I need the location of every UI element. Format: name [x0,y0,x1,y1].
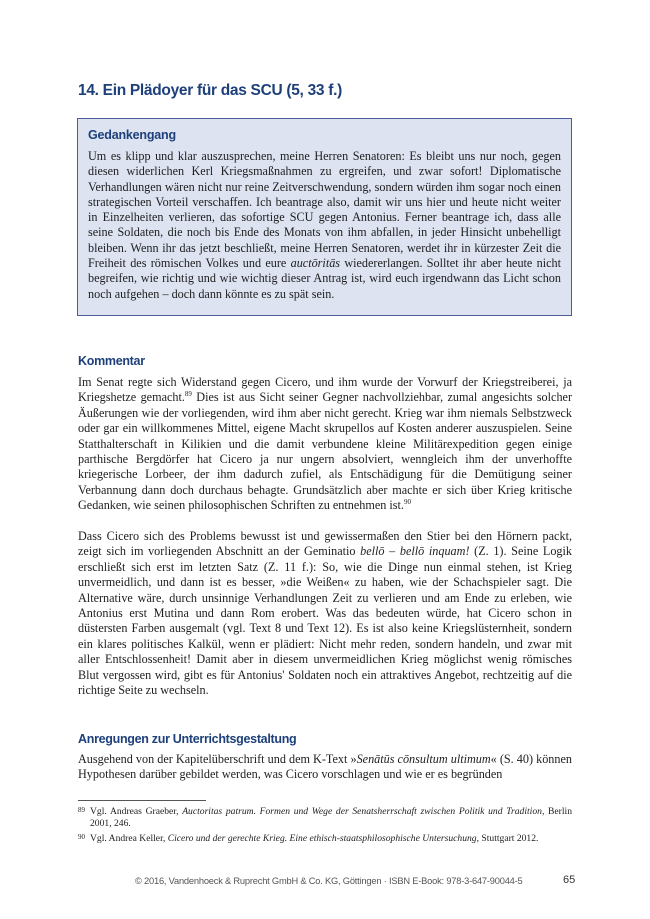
footnote-number: 89 [78,806,85,814]
footnote-text-part: Vgl. Andrea Keller, [90,833,168,844]
summary-text-part: Um es klipp und klar auszusprechen, meine Herren Senatoren: Es bleibt uns nur noch, gegen diesen widerlichen Kerl Kriegsmaßnahmen zu ergreifen, und zwar sofort! Diplomatische Verhandlungen wären nicht nur reine Zeitverschwendung, sondern würden ihm sogar noch einen strategischen Vorteil verschaffen. Ich beantrage also, damit wir uns hier und heute nicht weiter in Einzelheiten verlieren, das sofortige SCU gegen Antonius. Ferner beantrage ich, dass alle seine Soldaten, die noch bis Ende des Monats von ihm abfallen, in jeder Hinsicht unbehelligt bleiben. Wenn ihr das jetzt beschließt, meine Herren Senatoren, werdet ihr in kürzester Zeit die Freiheit des römischen Volkes und eure [88,149,561,271]
footnote-ref[interactable]: 89 [184,390,192,399]
footnote-90 [78,833,572,845]
footnote-book-title: Auctoritas patrum. Formen und Wege der Senatsherrschaft zwischen Politik und Tradition [182,806,542,817]
footnote-ref[interactable]: 90 [403,498,411,507]
paragraph-text: « (S. 40) können Hypothesen darüber gebildet werden, was Cicero vorschlagen und wie er es begründen [78,752,572,782]
summary-heading: Gedankengang [88,128,176,142]
copyright-footer: © 2016, Vandenhoeck & Ruprecht GmbH & Co. KG, Göttingen · ISBN E-Book: 978-3-647-90044-5 [135,876,523,886]
anregungen-heading: Anregungen zur Unterrichtsgestaltung [78,732,297,746]
geminatio-quote: bellō – bellō inquam! [360,544,470,559]
footnote-text [90,806,572,831]
footnote-text-part: Vgl. Andreas Graeber, [90,806,183,817]
paragraph-text: Im Senat regte sich Widerstand gegen Cicero, und ihm wurde der Vorwurf der Kriegstreiberei, ja Kriegshetze gemacht. [78,375,572,405]
summary-box [77,118,572,316]
anregungen-paragraph [78,752,572,783]
k-text-title: Senātūs cōnsultum ultimum [356,752,491,766]
footnote-text-part: , Berlin 2001, 246. [90,806,573,830]
paragraph-text: Ausgehend von der Kapitelüberschrift und dem K-Text » [78,752,357,766]
kommentar-paragraph-1 [78,375,572,514]
summary-emphasis: auctōritās [290,256,341,271]
footnote-89 [78,806,572,831]
summary-text-part: wiedererlangen. Solltet ihr aber heute nicht begreifen, wie richtig und wie wichtig dieser Antrag ist, wird euch irgendwann das Licht schon noch aufgehen – doch dann könnte es zu spät sein. [88,256,561,301]
footnote-number: 90 [78,833,85,841]
footnote-book-title: Cicero und der gerechte Krieg. Eine ethisch-staatsphilosophische Untersuchung [167,833,477,844]
summary-text [88,149,561,302]
chapter-title: 14. Ein Plädoyer für das SCU (5, 33 f.) [78,82,342,99]
paragraph-text: Dass Cicero sich des Problems bewusst ist und gewissermaßen den Stier bei den Hörnern packt, zeigt sich im vorliegenden Abschnitt an der Geminatio [78,529,572,559]
footnote-divider [78,800,206,801]
page-number: 65 [563,874,576,886]
kommentar-heading: Kommentar [78,354,145,368]
kommentar-paragraph-2 [78,529,572,698]
paragraph-text: Dies ist aus Sicht seiner Gegner nachvollziehbar, zumal angesichts solcher Äußerungen wie der vorliegenden, wird ihm aber nicht gerecht. Krieg war ihm niemals Selbstzweck oder gar ein willkommenes Mittel, eigene Macht skrupellos auf Kosten anderer auszuspielen. Seine Statthalterschaft in Kilikien und die damit verbundene kleine Militärexpedition gegen einige parthische Bergdörfer hat Cicero ja nur ungern absolviert, wenngleich ihm der unverhoffte kriegerische Lorbeer, der ihm dadurch zufiel, als Entschädigung für die Demütigung seiner Verbannung dann doch durchaus behagte. Grundsätzlich aber machte er sich über Krieg kritische Gedanken, wie seinen philosophischen Schriften zu entnehmen ist. [78,390,573,513]
paragraph-text: (Z. 1). Seine Logik erschließt sich erst im letzten Satz (Z. 11 f.): So, wie die Dinge nun einmal stehen, ist Krieg unvermeidlich, und dann ist es besser, »die Weißen« zu haben, wie der Schachspieler sagt. Die Alternative wäre, durch unsinnige Verhandlungen Zeit zu verlieren und am Ende zu erleben, wie Antonius erst Mutina und dann Rom erobert. Was das bedeuten würde, hat Cicero schon in düstersten Farben ausgemalt (vgl. Text 8 und Text 12). Es ist also keine Kriegslüsternheit, sondern ein klares politisches Kalkül, wenn er plädiert: Nicht mehr reden, sondern handeln, und zwar mit aller Entschlossenheit! Damit aber in diesem unvermeidlichen Krieg möglichst wenig römisches Blut vergossen wird, gibt es für Antonius' Soldaten noch ein attraktives Angebot, rechtzeitig auf die richtige Seite zu wechseln. [78,544,572,698]
footnote-text-part: , Stuttgart 2012. [476,833,539,844]
footnote-text [90,833,572,845]
